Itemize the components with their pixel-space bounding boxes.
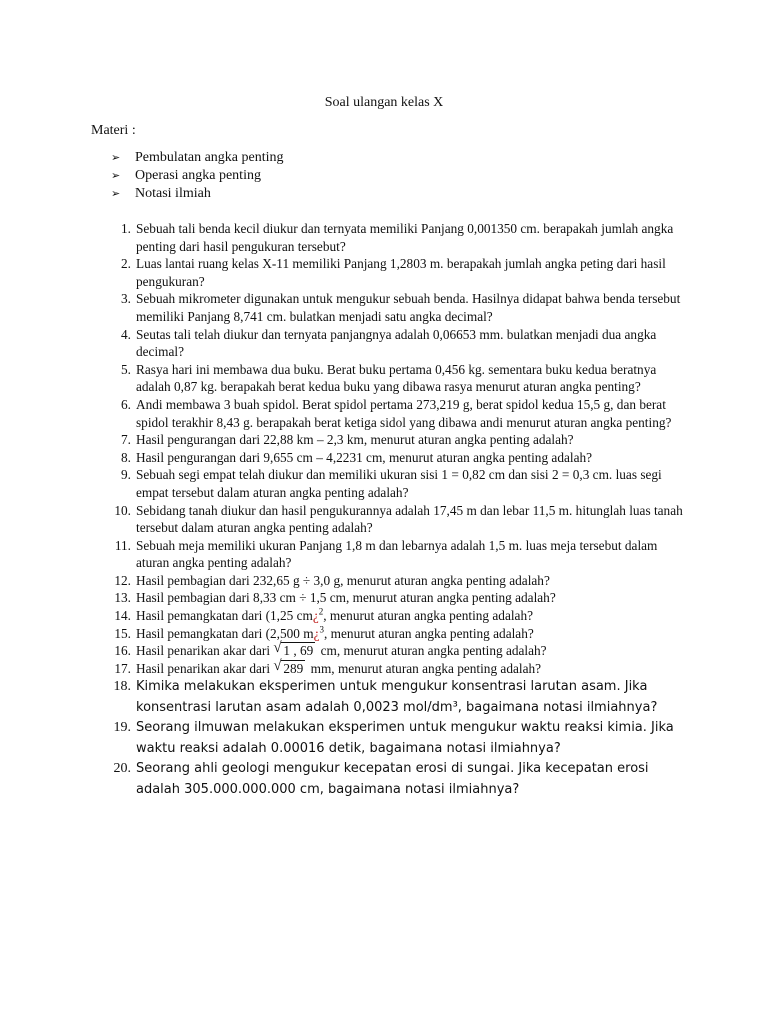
question-text: Seorang ilmuwan melakukan eksperimen untuk mengukur waktu reaksi kimia. Jika waktu reaksi adalah 0.00016 detik, bagaimana notasi ilmiahnya? xyxy=(136,720,674,756)
question-text: Seutas tali telah diukur dan ternyata panjangnya adalah 0,06653 mm. bulatkan menjadi dua angka decimal? xyxy=(136,326,657,360)
arrowhead-bullet-icon: ➢ xyxy=(111,169,121,182)
question-item xyxy=(104,589,684,607)
question-number: 1. xyxy=(121,221,131,236)
question-text: Luas lantai ruang kelas X-11 memiliki Panjang 1,2803 m. berapakah jumlah angka peting dari hasil pengukuran? xyxy=(136,256,666,289)
question-text: Hasil pengurangan dari 22,88 km – 2,3 km, menurut aturan angka penting adalah? xyxy=(136,432,574,448)
question-item xyxy=(104,572,684,590)
question-text: Hasil pengurangan dari 9,655 cm – 4,2231 cm, menurut aturan angka penting adalah? xyxy=(136,449,593,465)
question-item xyxy=(104,642,684,660)
radical-sign: √ xyxy=(273,657,282,674)
inverted-question-mark: ¿ xyxy=(313,625,320,641)
question-number: 18. xyxy=(113,679,131,695)
question-item xyxy=(104,449,684,467)
question-number: 16. xyxy=(114,643,131,659)
question-text-end: cm, menurut aturan angka penting adalah? xyxy=(317,643,547,659)
question-number: 14. xyxy=(114,608,131,624)
question-number: 3. xyxy=(121,291,131,307)
question-item xyxy=(104,361,684,396)
question-number: 7. xyxy=(121,432,131,448)
question-item xyxy=(104,677,684,718)
exponent: 3 xyxy=(319,624,325,635)
question-number: 19. xyxy=(113,720,131,736)
question-item xyxy=(104,290,684,325)
exponent: 2 xyxy=(318,606,324,617)
question-text: Hasil penarikan akar dari xyxy=(136,660,274,676)
page-title: Soal ulangan kelas X xyxy=(324,95,444,110)
question-item xyxy=(104,537,684,572)
inverted-question-mark: ¿ xyxy=(312,608,319,624)
materi-item-label: Pembulatan angka penting xyxy=(135,150,284,165)
question-number: 6. xyxy=(121,396,131,412)
question-number: 8. xyxy=(121,449,131,465)
question-text: Sebuah meja memiliki ukuran Panjang 1,8 m dan lebarnya adalah 1,5 m. luas meja tersebut dalam aturan angka penting adalah? xyxy=(136,537,658,571)
question-text-end: mm, menurut aturan angka penting adalah? xyxy=(307,660,542,676)
materi-label: Materi : xyxy=(91,123,136,138)
question-text: Sebuah segi empat telah diukur dan memiliki ukuran sisi 1 = 0,82 cm dan sisi 2 = 0,3 cm. luas segi empat tersebut dalam aturan angka penting adalah? xyxy=(136,467,662,500)
question-item xyxy=(104,502,684,537)
question-text-end: , menurut aturan angka penting adalah? xyxy=(324,625,534,641)
radicand: 1 , 69 xyxy=(283,643,314,659)
question-text: Hasil pembagian dari 232,65 g ÷ 3,0 g, menurut aturan angka penting adalah? xyxy=(136,572,550,588)
question-item xyxy=(104,718,684,759)
question-item xyxy=(104,607,684,625)
question-text: Seorang ahli geologi mengukur kecepatan erosi di sungai. Jika kecepatan erosi adalah 305.000.000.000 cm, bagaimana notasi ilmiahnya? xyxy=(136,761,649,797)
materi-item xyxy=(111,167,284,185)
question-list xyxy=(104,220,684,800)
question-number: 4. xyxy=(121,326,131,342)
question-text: Sebidang tanah diukur dan hasil pengukurannya adalah 17,45 m dan lebar 11,5 m. hitunglah luas tanah tersebut dalam aturan angka penting adalah? xyxy=(136,502,683,536)
question-text: Rasya hari ini membawa dua buku. Berat buku pertama 0,456 kg. sementara buku kedua beratnya adalah 0,87 kg. berapakah berat kedua buku yang dibawa rasya menurut aturan angka penting? xyxy=(136,361,657,395)
materi-list xyxy=(111,149,284,203)
arrowhead-bullet-icon: ➢ xyxy=(111,187,121,200)
radical-sign: √ xyxy=(273,640,282,657)
materi-item xyxy=(111,185,284,203)
question-number: 11. xyxy=(114,537,131,553)
question-number: 9. xyxy=(121,467,131,483)
question-number: 17. xyxy=(114,660,131,676)
radicand: 289 xyxy=(283,660,304,676)
question-text: Hasil pembagian dari 8,33 cm ÷ 1,5 cm, menurut aturan angka penting adalah? xyxy=(136,590,556,606)
question-number: 2. xyxy=(121,256,131,272)
question-number: 20. xyxy=(113,761,131,777)
question-item xyxy=(104,396,684,431)
question-number: 13. xyxy=(114,590,131,606)
question-number: 5. xyxy=(121,361,131,377)
question-text: Hasil penarikan akar dari xyxy=(136,643,274,659)
question-text: Hasil pemangkatan dari (2,500 m xyxy=(136,625,314,641)
materi-item-label: Operasi angka penting xyxy=(135,168,261,183)
question-item xyxy=(104,466,684,501)
question-item xyxy=(104,255,684,290)
materi-item-label: Notasi ilmiah xyxy=(135,186,211,201)
question-item xyxy=(104,220,684,255)
question-number: 15. xyxy=(114,625,131,641)
question-item xyxy=(104,657,684,678)
question-text: Sebuah mikrometer digunakan untuk mengukur sebuah benda. Hasilnya didapat bahwa benda tersebut memiliki Panjang 8,741 cm. bulatkan menjadi satu angka decimal? xyxy=(136,291,681,324)
question-text: Andi membawa 3 buah spidol. Berat spidol pertama 273,219 g, berat spidol kedua 15,5 g, dan berat spidol terakhir 8,43 g. berapakah berat ketiga sidol yang dibawa andi menurut aturan angka penting? xyxy=(136,396,672,430)
question-number: 10. xyxy=(114,502,131,518)
question-item xyxy=(104,625,684,643)
question-text: Kimika melakukan eksperimen untuk mengukur konsentrasi larutan asam. Jika konsentrasi larutan asam adalah 0,0023 mol/dm³, bagaimana notasi ilmiahnya? xyxy=(136,679,658,715)
question-text: Hasil pemangkatan dari (1,25 cm xyxy=(136,608,313,624)
square-root-expression xyxy=(273,657,305,678)
materi-item xyxy=(111,149,284,167)
question-number: 12. xyxy=(114,572,131,588)
question-text-end: , menurut aturan angka penting adalah? xyxy=(323,608,533,624)
arrowhead-bullet-icon: ➢ xyxy=(111,151,121,164)
question-item xyxy=(104,326,684,361)
question-item xyxy=(104,759,684,800)
question-item xyxy=(104,431,684,449)
question-text: Sebuah tali benda kecil diukur dan ternyata memiliki Panjang 0,001350 cm. berapakah jumlah angka penting dari hasil pengukuran tersebut? xyxy=(136,221,674,254)
